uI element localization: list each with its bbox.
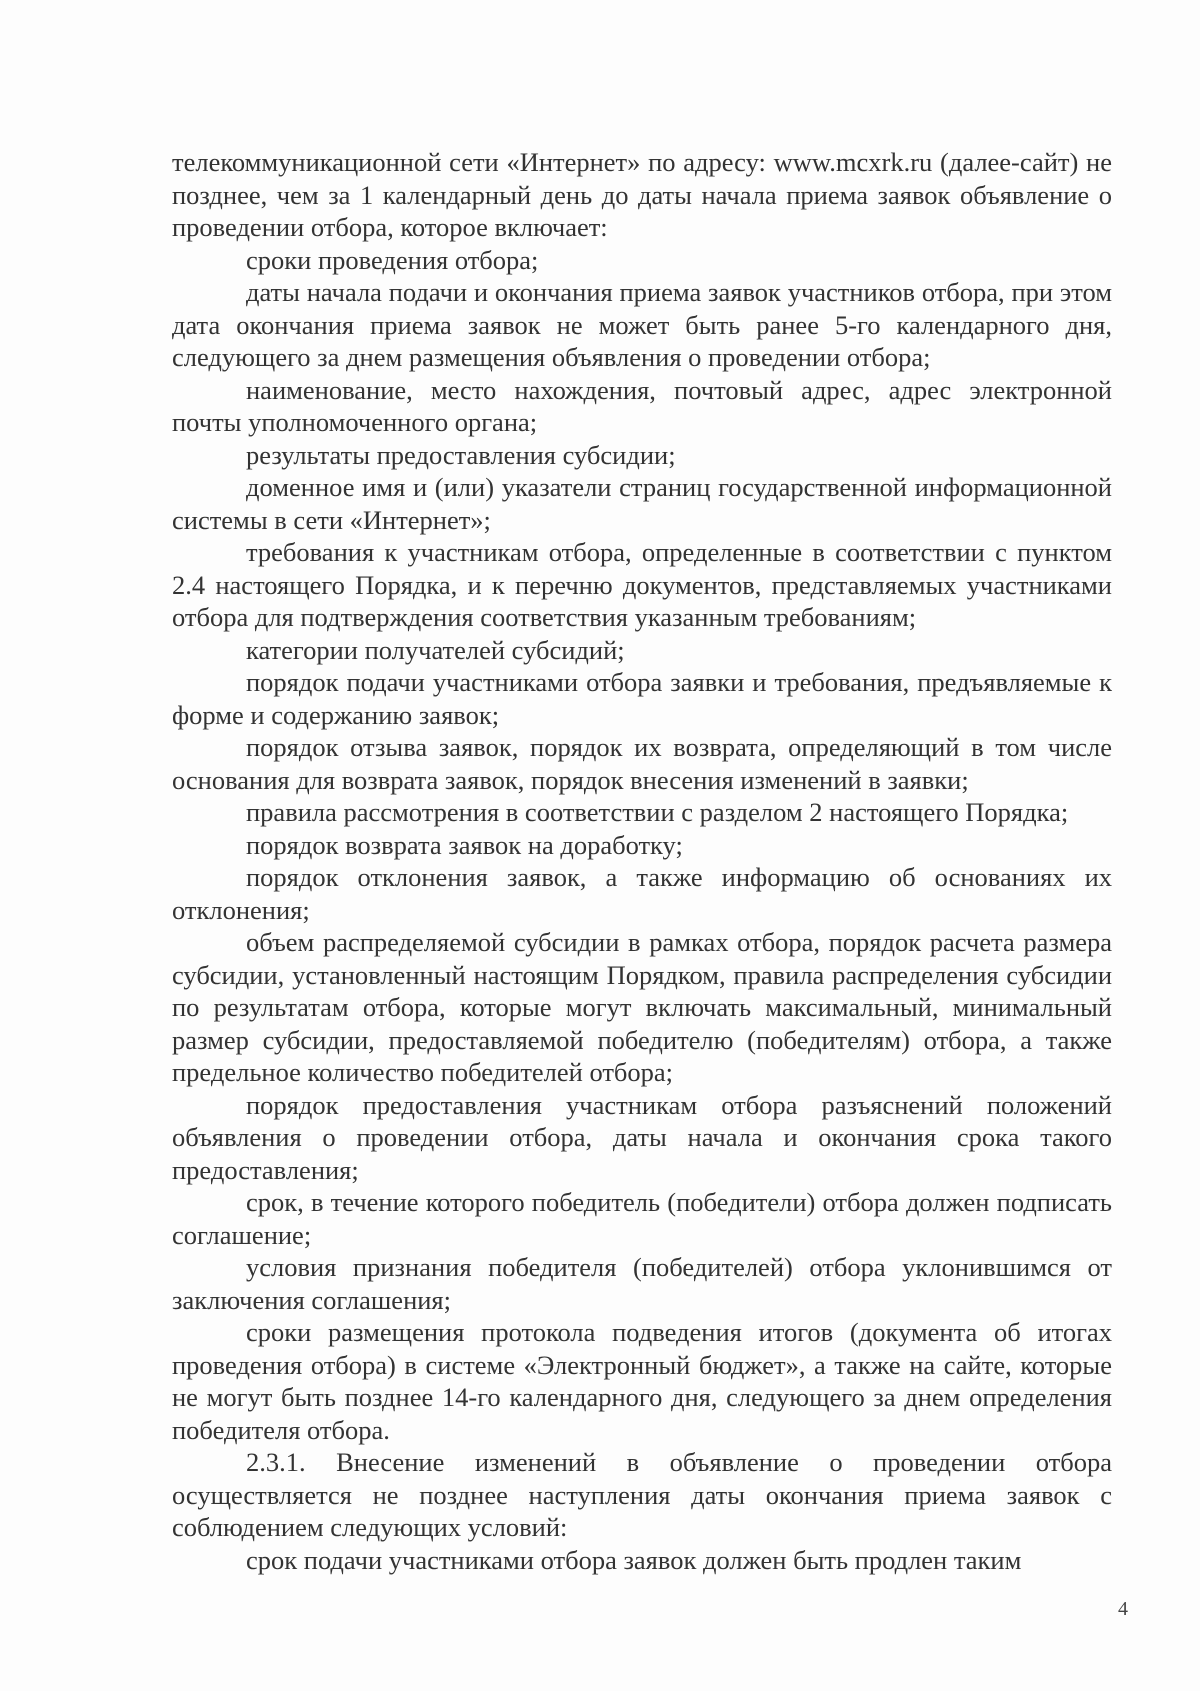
paragraph-agreement-term: срок, в течение которого победитель (победители) отбора должен подписать соглашение; (172, 1187, 1112, 1250)
paragraph-participant-requirements: требования к участникам отбора, определенные в соответствии с пунктом 2.4 настоящего Порядка, и к перечню документов, представляемых участниками отбора для подтверждения соответствия указанным требованиям; (172, 537, 1112, 632)
paragraph-withdrawal-procedure: порядок отзыва заявок, порядок их возврата, определяющий в том числе основания для возврата заявок, порядок внесения изменений в заявки; (172, 732, 1112, 795)
page-number: 4 (1118, 1598, 1128, 1620)
paragraph-subsidy-volume: объем распределяемой субсидии в рамках отбора, порядок расчета размера субсидии, установленный настоящим Порядком, правила распределения субсидии по результатам отбора, которые могут включать максимальный, минимальный размер субсидии, предоставляемой победителю (победителям) отбора, а также предельное количество победителей отбора; (172, 927, 1112, 1087)
paragraph-submission-procedure: порядок подачи участниками отбора заявки и требования, предъявляемые к форме и содержанию заявок; (172, 667, 1112, 730)
paragraph-extension-term: срок подачи участниками отбора заявок должен быть продлен таким (246, 1544, 1022, 1575)
paragraph-section-2-3-1: 2.3.1. Внесение изменений в объявление о проведении отбора осуществляется не позднее наступления даты окончания приема заявок с соблюдением следующих условий: (172, 1447, 1112, 1542)
paragraph-evasion-conditions: условия признания победителя (победителей) отбора уклонившимся от заключения соглашения; (172, 1252, 1112, 1315)
paragraph-rejection-procedure: порядок отклонения заявок, а также информацию об основаниях их отклонения; (172, 862, 1112, 925)
paragraph-recipient-categories: категории получателей субсидий; (246, 634, 625, 665)
paragraph-application-dates: даты начала подачи и окончания приема заявок участников отбора, при этом дата окончания приема заявок не может быть ранее 5-го календарного дня, следующего за днем размещения объявления о проведении отбора; (172, 277, 1112, 372)
paragraph-selection-dates: сроки проведения отбора; (246, 244, 539, 275)
paragraph-protocol-publication: сроки размещения протокола подведения итогов (документа об итогах проведения отбора) в системе «Электронный бюджет», а также на сайте, которые не могут быть позднее 14-го календарного дня, следующего за днем определения победителя отбора. (172, 1317, 1112, 1445)
paragraph-domain-name: доменное имя и (или) указатели страниц государственной информационной системы в сети «Интернет»; (172, 472, 1112, 535)
paragraph-authority-details: наименование, место нахождения, почтовый адрес, адрес электронной почты уполномоченного органа; (172, 374, 1112, 437)
paragraph-clarifications: порядок предоставления участникам отбора разъяснений положений объявления о проведении отбора, даты начала и окончания срока такого предоставления; (172, 1089, 1112, 1185)
paragraph-review-rules: правила рассмотрения в соответствии с разделом 2 настоящего Порядка; (246, 797, 1069, 827)
document-body (172, 146, 1112, 1576)
paragraph-return-procedure: порядок возврата заявок на доработку; (246, 829, 683, 860)
paragraph-subsidy-results: результаты предоставления субсидии; (246, 439, 676, 470)
paragraph-continuation: телекоммуникационной сети «Интернет» по адресу: www.mcxrk.ru (далее-сайт) не позднее, чем за 1 календарный день до даты начала приема заявок объявление о проведении отбора, которое включает: (172, 147, 1112, 242)
